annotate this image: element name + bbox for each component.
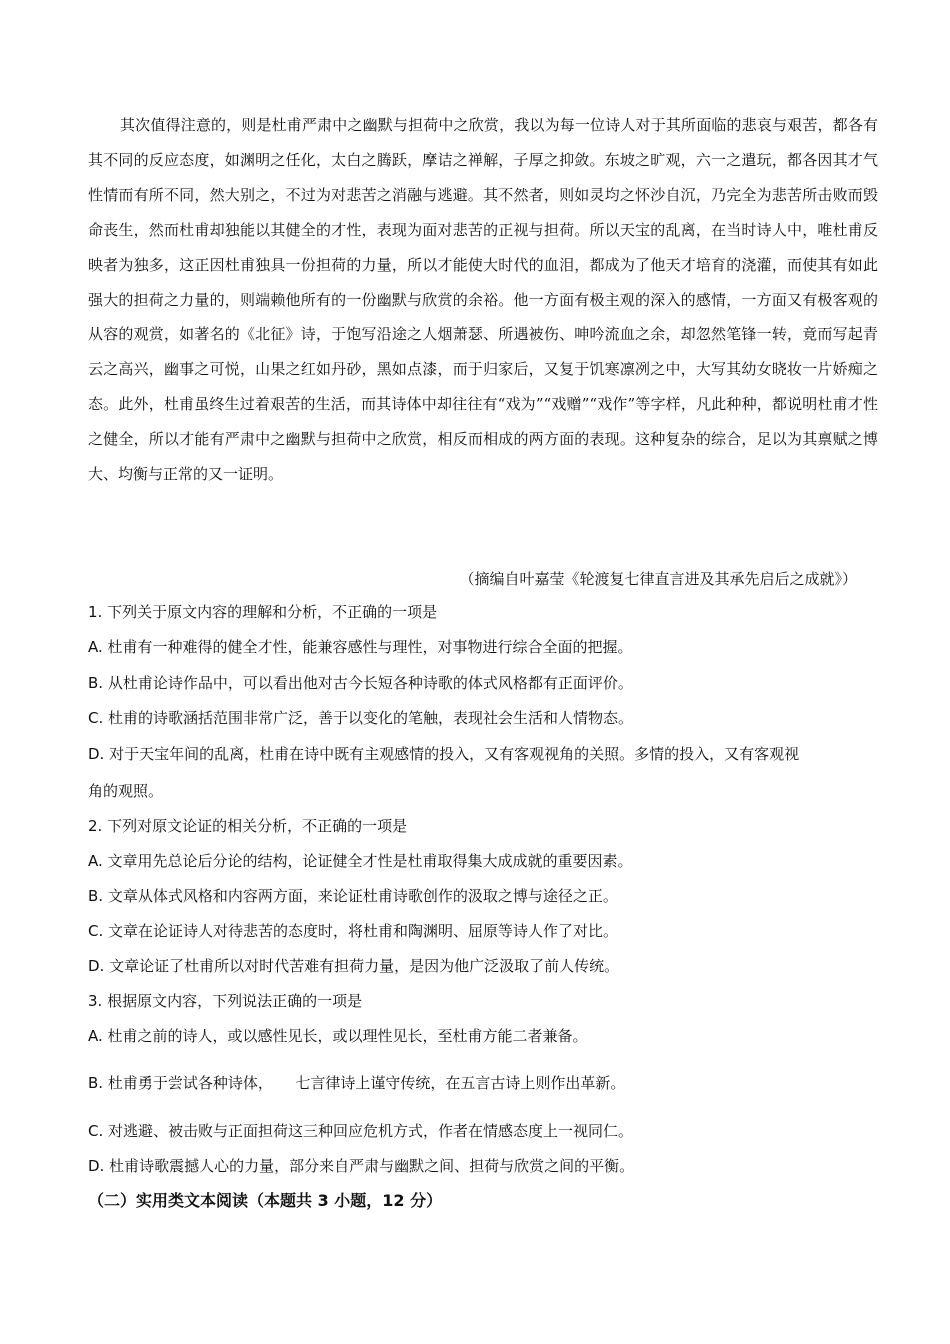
question-1-option-c: C. 杜甫的诗歌涵括范围非常广泛，善于以变化的笔触，表现社会生活和人情物态。 xyxy=(88,709,634,727)
question-3-option-d: D. 杜甫诗歌震撼人心的力量，部分来自严肃与幽默之间、担荷与欣赏之间的平衡。 xyxy=(88,1157,635,1175)
question-1-option-a: A. 杜甫有一种难得的健全才性，能兼容感性与理性，对事物进行综合全面的把握。 xyxy=(88,638,633,656)
question-1-stem: 1. 下列关于原文内容的理解和分析，不正确的一项是 xyxy=(88,603,438,621)
question-2-option-d: D. 文章论证了杜甫所以对时代苦难有担荷力量，是因为他广泛汲取了前人传统。 xyxy=(88,957,620,975)
question-1-option-d: D. 对于天宝年间的乱离，杜甫在诗中既有主观感情的投入，又有客观视角的关照。多情的投入，又有客观视 xyxy=(88,745,800,763)
passage-source: （摘编自叶嘉莹《轮渡复七律直言进及其承先启后之成就》） xyxy=(459,570,857,588)
section-heading: （二）实用类文本阅读（本题共 3 小题，12 分） xyxy=(88,1191,443,1210)
question-3-stem: 3. 根据原文内容，下列说法正确的一项是 xyxy=(88,992,363,1010)
question-2-option-c: C. 文章在论证诗人对待悲苦的态度时，将杜甫和陶渊明、屈原等诗人作了对比。 xyxy=(88,922,619,940)
question-3-option-a: A. 杜甫之前的诗人，或以感性见长，或以理性见长，至杜甫方能二者兼备。 xyxy=(88,1027,588,1045)
question-2-option-a: A. 文章用先总论后分论的结构，论证健全才性是杜甫取得集大成成就的重要因素。 xyxy=(88,852,633,870)
reading-passage: 其次值得注意的，则是杜甫严肃中之幽默与担荷中之欣赏，我以为每一位诗人对于其所面临的悲哀与艰苦，都各有其不同的反应态度，如渊明之任化，太白之腾跃，摩诘之禅解，子厚之抑敛。东坡之旷观，六一之遣玩，都各因其才气性情而有所不同，然大别之，不过为对悲苦之消融与逃避。其不然者，则如灵均之怀沙自沉，乃完全为悲苦所击败而毁命丧生，然而杜甫却独能以其健全的才性，表现为面对悲苦的正视与担荷。所以天宝的乱离，在当时诗人中，唯杜甫反映者为独多，这正因杜甫独具一份担荷的力量，所以才能使大时代的血泪，都成为了他天才培育的浇灌，而使其有如此强大的担荷之力量的，则端赖他所有的一份幽默与欣赏的余裕。他一方面有极主观的深入的感情，一方面又有极客观的从容的观赏，如著名的《北征》诗，于饱写沿途之人烟萧瑟、所遇被伤、呻吟流血之余，却忽然笔锋一转，竟而写起青云之高兴，幽事之可悦，山果之红如丹砂，黑如点漆，而于归家后，又复于饥寒凛冽之中，大写其幼女晓妆一片娇痴之态。此外，杜甫虽终生过着艰苦的生活，而其诗体中却往往有“戏为”“戏赠”“戏作”等字样，凡此种种，都说明杜甫才性之健全，所以才能有严肃中之幽默与担荷中之欣赏，相反而相成的两方面的表现。这种复杂的综合，足以为其禀赋之博大、均衡与正常的又一证明。 xyxy=(88,116,878,484)
question-2-option-b: B. 文章从体式风格和内容两方面，来论证杜甫诗歌创作的汲取之博与途径之正。 xyxy=(88,887,618,905)
question-2-stem: 2. 下列对原文论证的相关分析，不正确的一项是 xyxy=(88,817,408,835)
question-1-option-d-continued: 角的观照。 xyxy=(88,782,164,800)
question-3-option-b: B. 杜甫勇于尝试各种诗体， 七言律诗上谨守传统，在五言古诗上则作出革新。 xyxy=(88,1074,626,1092)
question-1-option-b: B. 从杜甫论诗作品中，可以看出他对古今长短各种诗歌的体式风格都有正面评价。 xyxy=(88,674,633,692)
question-3-option-c: C. 对逃避、被击败与正面担荷这三种回应危机方式，作者在情感态度上一视同仁。 xyxy=(88,1122,634,1140)
